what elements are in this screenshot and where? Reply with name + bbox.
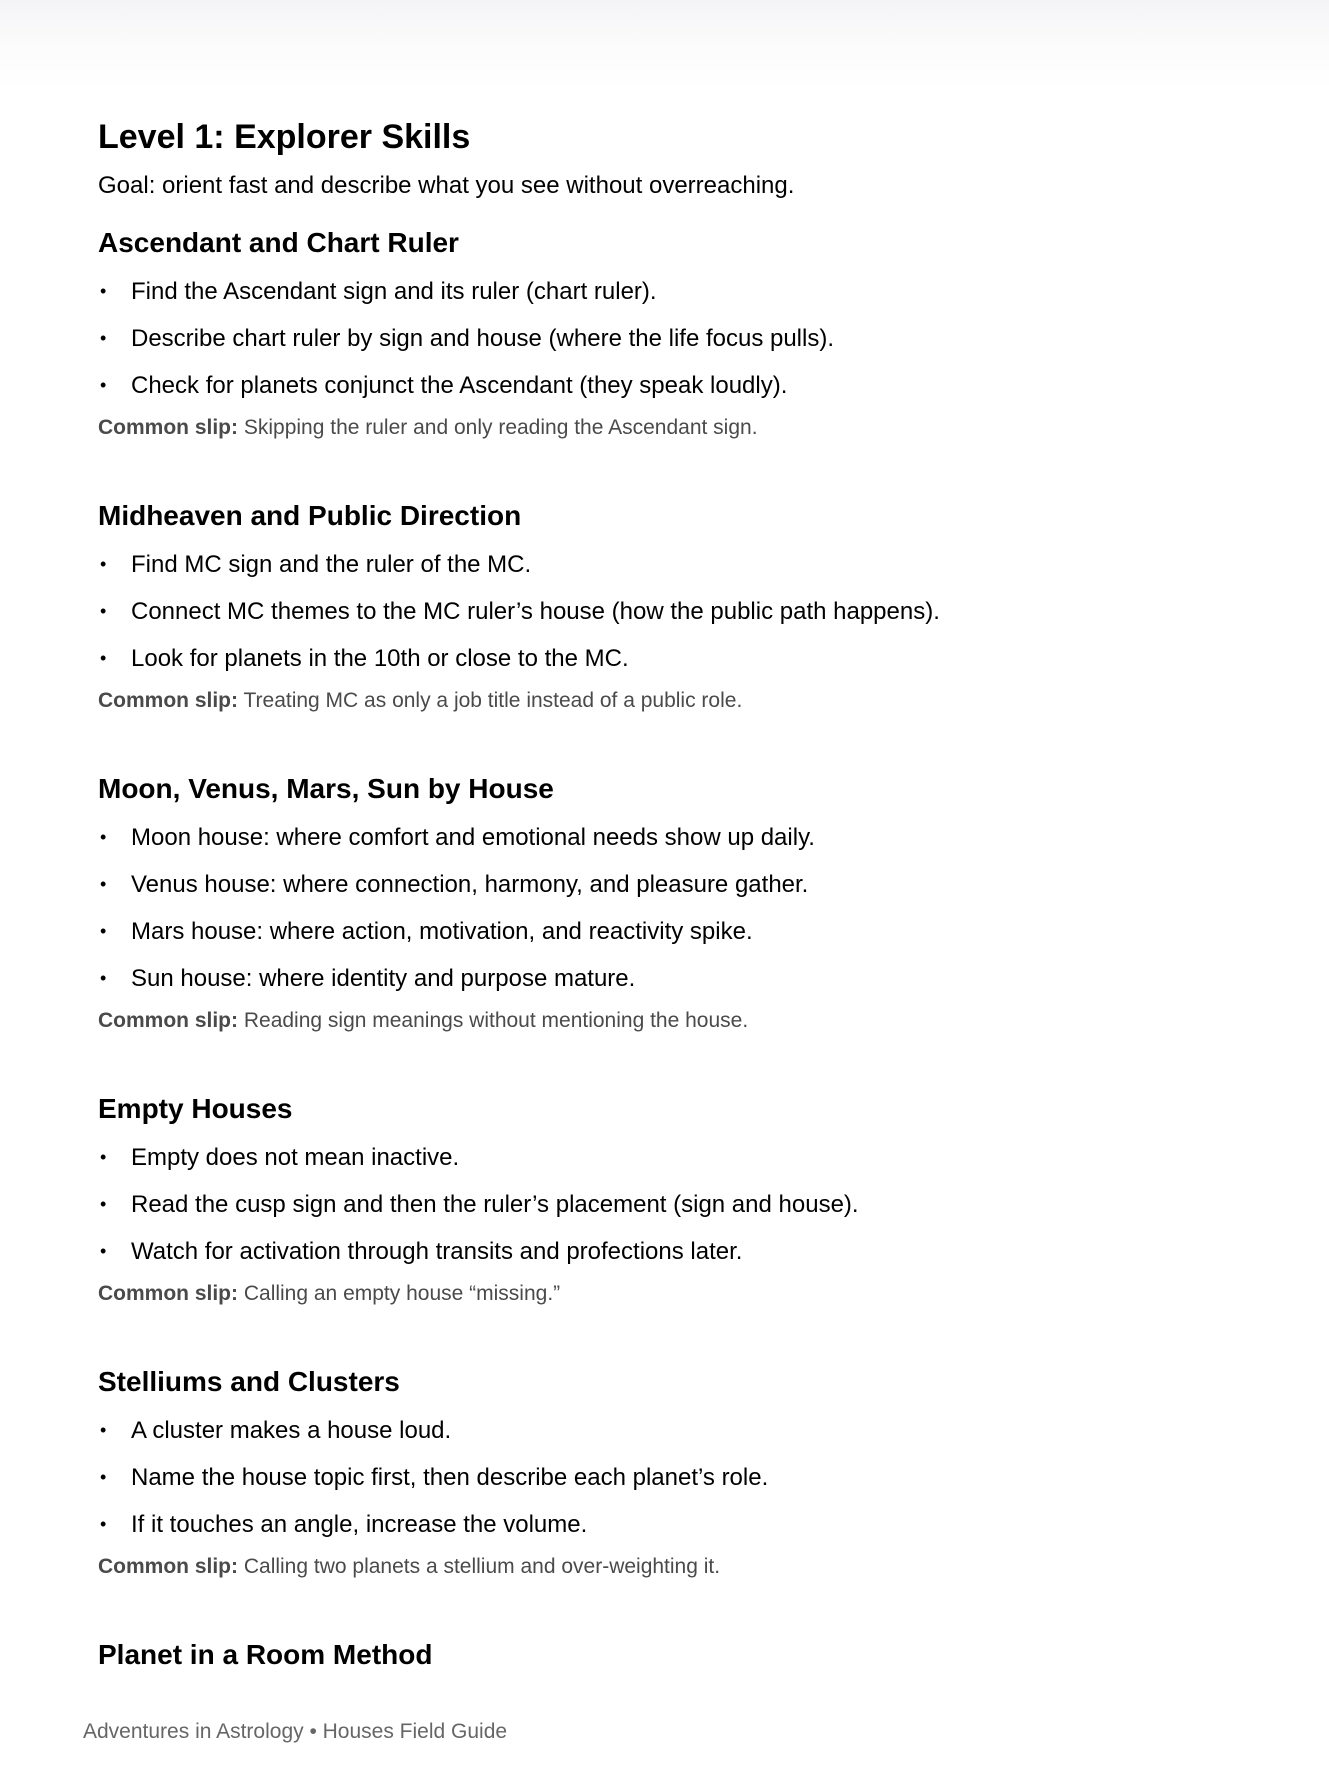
bullet-icon: • — [100, 554, 107, 574]
list-item-text: If it touches an angle, increase the volume. — [131, 1511, 588, 1538]
list-item — [98, 635, 1248, 682]
common-slip — [98, 1273, 1248, 1315]
list-item-text: Check for planets conjunct the Ascendant (they speak loudly). — [131, 372, 788, 399]
list-item — [98, 588, 1248, 635]
section-stelliums-clusters — [98, 1363, 1248, 1588]
page-title: Level 1: Explorer Skills — [98, 118, 471, 156]
list-item-text: A cluster makes a house loud. — [131, 1417, 452, 1444]
list-item-text: Sun house: where identity and purpose mature. — [131, 965, 636, 992]
list-item-text: Empty does not mean inactive. — [131, 1144, 460, 1171]
list-item-text: Describe chart ruler by sign and house (where the life focus pulls). — [131, 325, 835, 352]
common-slip-label: Common slip: — [98, 416, 238, 439]
list-item — [98, 1407, 1248, 1454]
bullet-icon: • — [100, 328, 107, 348]
common-slip-text: Skipping the ruler and only reading the Ascendant sign. — [243, 416, 758, 439]
bullet-icon: • — [100, 921, 107, 941]
list-item — [98, 861, 1248, 908]
page-footer: Adventures in Astrology • Houses Field Guide — [83, 1720, 508, 1743]
bullet-icon: • — [100, 1194, 107, 1214]
section-planet-in-a-room — [98, 1636, 1248, 1674]
page-top-shade — [0, 0, 1329, 90]
list-item — [98, 1181, 1248, 1228]
list-item-text: Venus house: where connection, harmony, and pleasure gather. — [131, 871, 809, 898]
list-item-text: Watch for activation through transits and profections later. — [131, 1238, 743, 1265]
section-heading: Empty Houses — [98, 1093, 293, 1124]
list-item-text: Connect MC themes to the MC ruler’s house (how the public path happens). — [131, 598, 940, 625]
common-slip — [98, 407, 1248, 449]
bullet-icon: • — [100, 375, 107, 395]
bullet-list — [98, 1407, 1248, 1548]
common-slip-label: Common slip: — [98, 689, 238, 712]
list-item-text: Read the cusp sign and then the ruler’s placement (sign and house). — [131, 1191, 859, 1218]
list-item — [98, 1228, 1248, 1275]
list-item — [98, 315, 1248, 362]
section-midheaven-public-direction — [98, 497, 1248, 722]
bullet-icon: • — [100, 968, 107, 988]
common-slip — [98, 680, 1248, 722]
section-heading: Stelliums and Clusters — [98, 1366, 400, 1397]
section-heading: Planet in a Room Method — [98, 1639, 433, 1670]
list-item — [98, 1501, 1248, 1548]
bullet-icon: • — [100, 1467, 107, 1487]
bullet-icon: • — [100, 648, 107, 668]
bullet-icon: • — [100, 1514, 107, 1534]
bullet-list — [98, 268, 1248, 409]
section-heading: Midheaven and Public Direction — [98, 500, 522, 531]
section-planets-by-house — [98, 770, 1248, 1042]
section-empty-houses — [98, 1090, 1248, 1315]
list-item — [98, 908, 1248, 955]
list-item-text: Look for planets in the 10th or close to the MC. — [131, 645, 629, 672]
common-slip — [98, 1546, 1248, 1588]
list-item — [98, 1134, 1248, 1181]
bullet-icon: • — [100, 874, 107, 894]
list-item — [98, 814, 1248, 861]
common-slip-text: Reading sign meanings without mentioning the house. — [243, 1009, 749, 1032]
list-item — [98, 1454, 1248, 1501]
common-slip-label: Common slip: — [98, 1282, 238, 1305]
common-slip-text: Treating MC as only a job title instead of a public role. — [243, 689, 743, 712]
bullet-icon: • — [100, 827, 107, 847]
bullet-list — [98, 541, 1248, 682]
list-item — [98, 955, 1248, 1002]
list-item-text: Name the house topic first, then describe each planet’s role. — [131, 1464, 769, 1491]
list-item-text: Find the Ascendant sign and its ruler (chart ruler). — [131, 278, 657, 305]
bullet-icon: • — [100, 1241, 107, 1261]
common-slip — [98, 1000, 1248, 1042]
list-item-text: Moon house: where comfort and emotional needs show up daily. — [131, 824, 815, 851]
section-heading: Moon, Venus, Mars, Sun by House — [98, 773, 554, 804]
bullet-list — [98, 1134, 1248, 1275]
bullet-icon: • — [100, 1147, 107, 1167]
common-slip-label: Common slip: — [98, 1009, 238, 1032]
bullet-icon: • — [100, 601, 107, 621]
bullet-icon: • — [100, 1420, 107, 1440]
bullet-icon: • — [100, 281, 107, 301]
bullet-list — [98, 814, 1248, 1002]
document-content — [98, 112, 1248, 1680]
list-item-text: Find MC sign and the ruler of the MC. — [131, 551, 532, 578]
common-slip-label: Common slip: — [98, 1555, 238, 1578]
section-heading: Ascendant and Chart Ruler — [98, 227, 459, 258]
common-slip-text: Calling an empty house “missing.” — [243, 1282, 561, 1305]
list-item-text: Mars house: where action, motivation, and reactivity spike. — [131, 918, 753, 945]
list-item — [98, 541, 1248, 588]
list-item — [98, 268, 1248, 315]
goal-text: Goal: orient fast and describe what you see without overreaching. — [98, 172, 795, 199]
common-slip-text: Calling two planets a stellium and over-weighting it. — [243, 1555, 721, 1578]
list-item — [98, 362, 1248, 409]
section-ascendant-chart-ruler — [98, 224, 1248, 449]
